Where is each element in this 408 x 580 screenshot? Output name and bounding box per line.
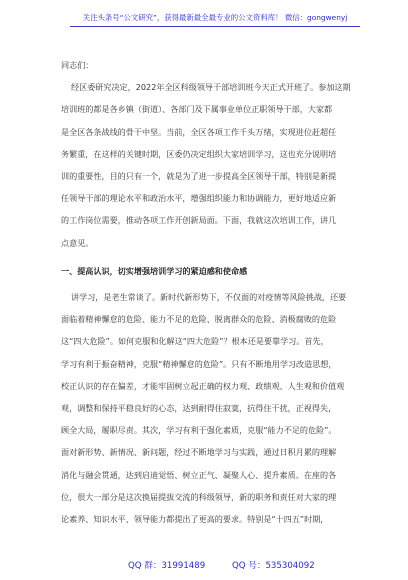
paragraph-2-line-11: 论素养、知识水平、领导能力都提出了更高的要求。特别是“十四五”时期，	[61, 514, 329, 525]
paragraph-2-line-3: 这“四大危险”。如何克服和化解这“四大危险”？根本还是要靠学习。首先，	[61, 336, 329, 347]
paragraph-1-line-3: 是全区各条战线的骨干中坚。当前，全区各项工作千头万绪，实现进位赶超任	[61, 126, 337, 137]
paragraph-1-line-4: 务繁重，在这样的关键时期，区委仍决定组织大家培训学习，这也充分说明培	[61, 148, 337, 159]
paragraph-2-line-5: 校正认识的存在偏差，才能牢固树立起正确的权力观、政绩观、人生观和价值观	[61, 380, 345, 391]
paragraph-2-line-7: 顾全大局，履职尽责。其次，学习有利于强化素质，克服“能力不足的危险”。	[61, 425, 337, 436]
section-1-heading: 一、提高认识，切实增强培训学习的紧迫感和使命感	[61, 265, 248, 276]
footer-qq-number: QQ 号：535304092	[232, 561, 315, 571]
paragraph-1-line-2: 培训班的都是各乡镇（街道）、各部门及下属事业单位正职领导干部，大家都	[61, 104, 333, 115]
salutation: 同志们：	[61, 60, 94, 70]
paragraph-2-line-6: 观，调整和保持平稳良好的心态，达到耐得住寂寞，抗得住干扰，正视得失，	[61, 403, 337, 414]
paragraph-2-line-10: 位，很大一部分是这次换届提拔交流的科级领导，新的职务和责任对大家的理	[61, 491, 337, 502]
footer	[0, 557, 408, 575]
paragraph-1-line-5: 训的重要性，目的只有一个，就是为了进一步提高全区领导干部，特别是新提	[61, 171, 337, 182]
paragraph-2-line-8: 面对新形势、新情况、新问题，经过不断地学习与实践，通过日积月累的理解	[61, 447, 337, 458]
paragraph-1-line-1: 经区委研究决定，2022年全区科级领导干部培训班今天正式开班了。参加这期	[71, 82, 351, 93]
paragraph-2-line-2: 面临着精神懈怠的危险、能力不足的危险、脱离群众的危险、消极腐败的危险	[61, 314, 337, 325]
paragraph-1-line-6: 任领导干部的理论水平和政治水平，增强组织能力和协调能力，更好地适应新	[61, 193, 337, 204]
footer-qq-group: QQ 群：31991489	[128, 561, 206, 571]
paragraph-2-line-1: 讲学习，是老生常谈了。新时代新形势下，不仅面的对疫情等风险挑战，还要	[71, 292, 347, 303]
paragraph-1-line-7: 的工作岗位需要，推动各项工作开创新局面。下面，我就这次培训工作，讲几	[61, 215, 337, 226]
paragraph-1-line-8: 点意见。	[61, 237, 94, 248]
paragraph-2-line-9: 消化与融会贯通，达到启迪觉悟、树立正气、凝聚人心、提升素质。在座的各	[61, 469, 337, 480]
header-banner: 关注头条号“公文研究”，获得最新最全最专业的公文资料库！ 微信：gongwenyj	[70, 10, 360, 27]
paragraph-2-line-4: 学习有利于振奋精神，克服“精神懈怠的危险”。只有不断地用学习改造思想，	[61, 358, 337, 369]
document-body	[61, 54, 349, 530]
